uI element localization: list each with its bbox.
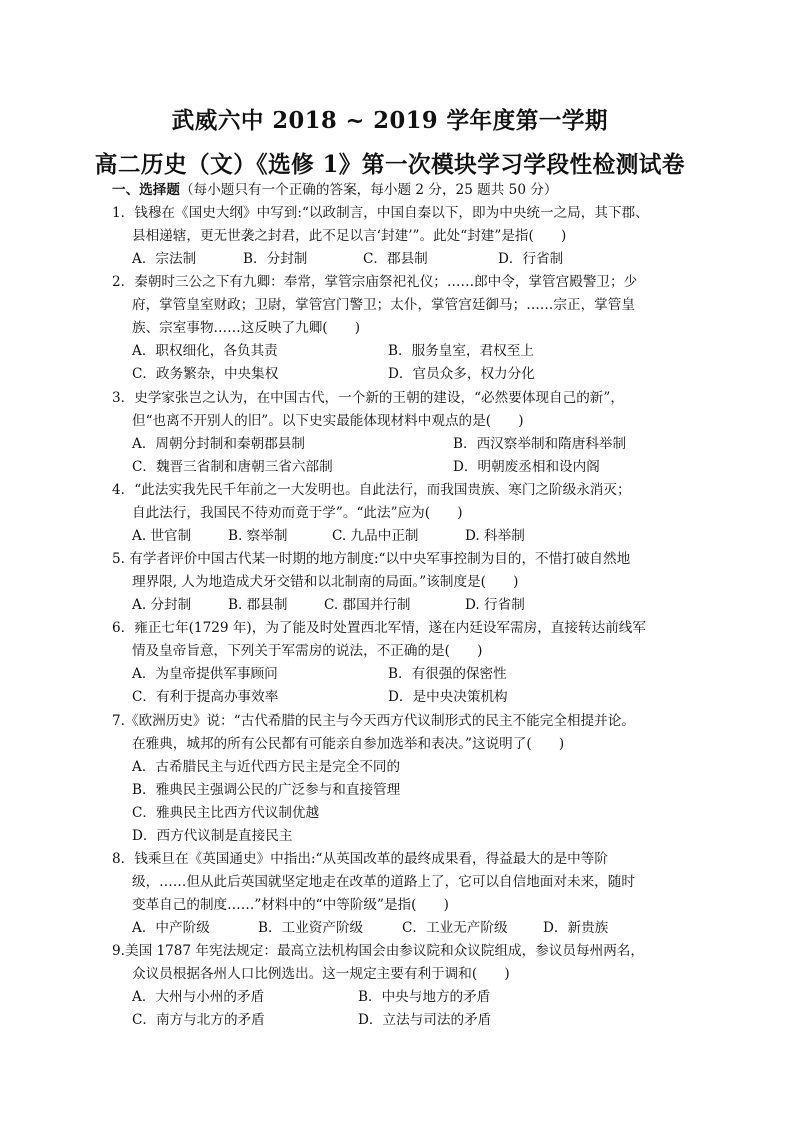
option-a: A．宗法制 bbox=[132, 251, 197, 267]
question-line: 在雅典，城邦的所有公民都有可能亲自参加选举和表决。”这说明了( ) bbox=[132, 736, 565, 752]
question-line: 族、宗室事物……这反映了九卿( ) bbox=[132, 320, 361, 336]
question-line: 8．钱乘旦在《英国通史》中指出:“从英国改革的最终成果看，得益最大的是中等阶 bbox=[112, 851, 608, 867]
question-line: 9.美国 1787 年宪法规定：最高立法机构国会由参议院和众议院组成，参议员每州两名， bbox=[112, 943, 644, 959]
section-heading: 一、选择题 bbox=[112, 182, 180, 198]
option-b: B．服务皇室，君权至上 bbox=[388, 343, 534, 359]
question-line: 理界限, 人为地造成犬牙交错和以北制南的局面。”该制度是( ) bbox=[132, 574, 519, 590]
question-line: 2．秦朝时三公之下有九卿：奉常，掌管宗庙祭祀礼仪；……郎中令，掌管宫殿警卫；少 bbox=[112, 274, 638, 290]
question-line: 1．钱穆在《国史大纲》中写到:“以政制言，中国自秦以下，即为中央统一之局，其下郡、 bbox=[112, 205, 649, 221]
question-line: 3．史学家张岂之认为，在中国古代，一个新的王朝的建设，“必然要体现自己的新”， bbox=[112, 390, 624, 406]
question-line: 众议员根据各州人口比例选出。这一规定主要有利于调和( ) bbox=[132, 966, 510, 982]
option-a: A．职权细化，各负其责 bbox=[132, 343, 278, 359]
option-b: B. 郡县制 bbox=[228, 597, 288, 613]
question-line: 6．雍正七年(1729 年)，为了能及时处置西北军情，遂在内廷设军需房，直接转达前线军 bbox=[112, 620, 646, 636]
question-line: 情及皇帝旨意，下列关于军需房的说法，不正确的是( ) bbox=[132, 643, 483, 659]
option-d: D．官员众多，权力分化 bbox=[388, 366, 535, 382]
question-line: 级，……但从此后英国就坚定地走在改革的道路上了，它可以自信地面对未来，随时 bbox=[132, 874, 635, 890]
option-c: C．南方与北方的矛盾 bbox=[132, 1012, 265, 1028]
option-c: C．雅典民主比西方代议制优越 bbox=[132, 805, 320, 821]
option-a: A．周朝分封制和秦朝郡县制 bbox=[132, 436, 305, 452]
section-header bbox=[112, 180, 557, 200]
option-d: D．明朝废丞相和设内阁 bbox=[453, 459, 600, 475]
option-d: D．新贵族 bbox=[543, 920, 609, 936]
option-a: A．中产阶级 bbox=[132, 920, 210, 936]
option-d: D. 行省制 bbox=[465, 597, 525, 613]
option-c: C. 九品中正制 bbox=[332, 528, 419, 544]
option-a: A．为皇帝提供军事顾问 bbox=[132, 666, 278, 682]
question-line: 但“也离不开别人的旧”。以下史实最能体现材料中观点的是( ) bbox=[132, 413, 524, 429]
option-a: A．大州与小州的矛盾 bbox=[132, 989, 265, 1005]
option-b: B．雅典民主强调公民的广泛参与和直接管理 bbox=[132, 782, 401, 798]
option-b: B．中央与地方的矛盾 bbox=[358, 989, 491, 1005]
option-c: C．魏晋三省制和唐朝三省六部制 bbox=[132, 459, 333, 475]
option-a: A. 分封制 bbox=[132, 597, 192, 613]
option-d: D．是中央决策机构 bbox=[388, 689, 508, 705]
option-b: B．有很强的保密性 bbox=[388, 666, 507, 682]
option-b: B．分封制 bbox=[243, 251, 308, 267]
exam-title-line1: 武威六中 2018 ~ 2019 学年度第一学期 bbox=[171, 107, 609, 134]
option-b: B．工业资产阶级 bbox=[258, 920, 364, 936]
question-line: 4．“此法实我先民千年前之一大发明也。自此法行，而我国贵族、寒门之阶级永消灭； bbox=[112, 482, 631, 498]
question-line: 府，掌管皇室财政；卫尉，掌管宫门警卫；太仆，掌管宫廷御马；……宗正，掌管皇 bbox=[132, 297, 635, 313]
question-line: 自此法行，我国民不待劝而竟于学”。“此法”应为( ) bbox=[132, 505, 463, 521]
option-d: D．行省制 bbox=[498, 251, 564, 267]
exam-title-line2: 高二历史（文）《选修 1》第一次模块学习学段性检测试卷 bbox=[94, 151, 685, 178]
option-c: C. 郡国并行制 bbox=[324, 597, 411, 613]
question-line: 变革自己的制度……”材料中的“中等阶级”是指( ) bbox=[132, 897, 449, 913]
option-c: C．政务繁杂，中央集权 bbox=[132, 366, 279, 382]
option-d: D．西方代议制是直接民主 bbox=[132, 828, 293, 844]
option-a: A．古希腊民主与近代西方民主是完全不同的 bbox=[132, 759, 401, 775]
question-line: 县相递辖，更无世袭之封君，此不足以言‘封建’”。此处“封建”是指( ) bbox=[132, 228, 567, 244]
option-d: D. 科举制 bbox=[465, 528, 525, 544]
option-b: B．西汉察举制和隋唐科举制 bbox=[453, 436, 627, 452]
option-c: C．有利于提高办事效率 bbox=[132, 689, 279, 705]
option-b: B. 察举制 bbox=[228, 528, 288, 544]
question-line: 5. 有学者评价中国古代某一时期的地方制度:“以中央军事控制为目的，不惜打破自然地 bbox=[112, 551, 631, 567]
option-d: D．立法与司法的矛盾 bbox=[358, 1012, 492, 1028]
option-a: A. 世官制 bbox=[132, 528, 192, 544]
option-c: C．郡县制 bbox=[363, 251, 428, 267]
question-line: 7.《欧洲历史》说：“古代希腊的民主与今天西方代议制形式的民主不能完全相提并论。 bbox=[112, 713, 635, 729]
section-note: （每小题只有一个正确的答案，每小题 2 分，25 题共 50 分） bbox=[179, 182, 558, 198]
option-c: C．工业无产阶级 bbox=[402, 920, 508, 936]
